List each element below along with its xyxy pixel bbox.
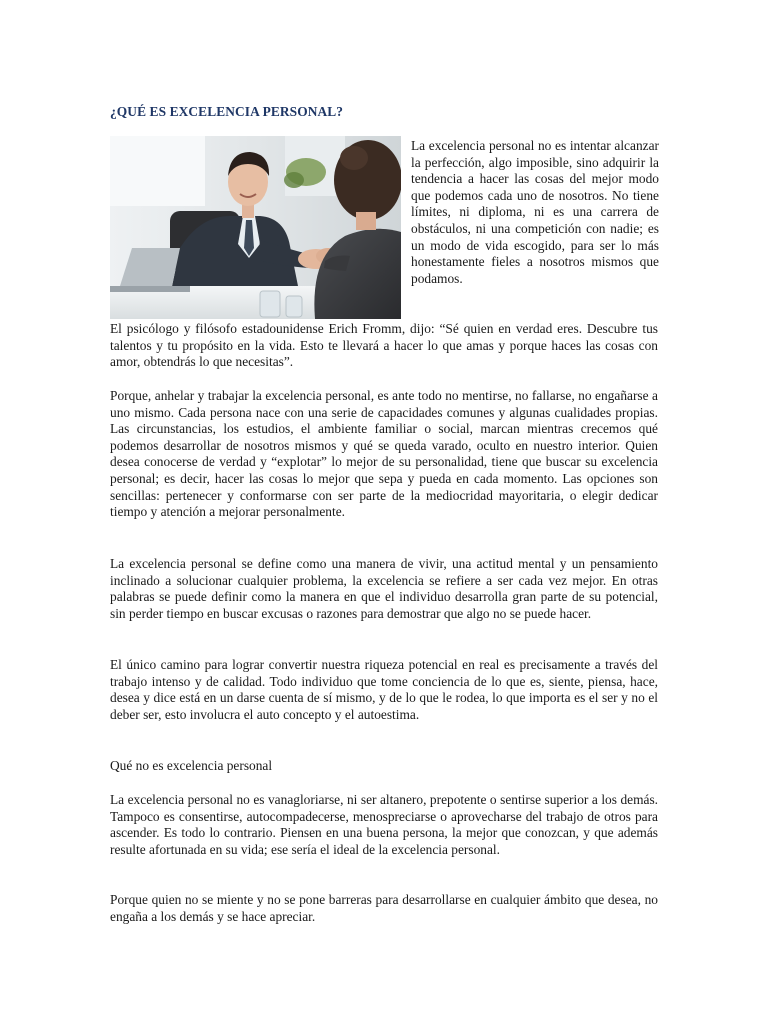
paragraph-camino: El único camino para lograr convertir nuestra riqueza potencial en real es precisamente a través del trabajo intenso y de calidad. Todo individuo que tome conciencia de lo que es, siente, piensa, hace, desea y dice está en un darse cuenta de sí mismo, y de lo que le rodea, lo que importa es el ser y no el deber ser, esto involucra el auto concepto y el autoestima. [110,657,658,722]
paragraph-que-no-es: La excelencia personal no es vanagloriarse, ni ser altanero, prepotente o sentirse superior a los demás. Tampoco es consentirse, autocompadecerse, menospreciarse o aprovecharse del trabajo de otros para ascender. Es todo lo contrario. Piensen en una buena persona, la mejor que conozcan, y que además resulte afortunada en su vida; ese sería el ideal de la excelencia personal. [110,792,658,857]
business-handshake-photo [110,136,401,319]
paragraph-conclusion: Porque quien no se miente y no se pone barreras para desarrollarse en cualquier ámbito que desea, no engaña a los demás y se hace apreciar. [110,892,658,924]
paragraph-fromm-quote: El psicólogo y filósofo estadounidense Erich Fromm, dijo: “Sé quien en verdad eres. Descubre tus talentos y tu propósito en la vida. Esto te llevará a hacer lo que amas y porque haces las cosas con amor, obtendrás lo que necesitas”. [110,321,658,370]
handshake-illustration [110,136,401,319]
section-subheading: Qué no es excelencia personal [110,758,273,773]
paragraph-anhelar: Porque, anhelar y trabajar la excelencia personal, es ante todo no mentirse, no fallarse, no engañarse a uno mismo. Cada persona nace con una serie de capacidades comunes y algunas cualidades propias. Las circunstancias, los estudios, el ambiente familiar o social, marcan mientras crecemos qué podemos desarrollar de nosotros mismos y qué se queda varado, oculto en nuestro interior. Quien desea conocerse de verdad y “explotar” lo mejor de su personalidad, tiene que buscar su excelencia personal; es decir, hacer las cosas lo mejor que sepa y pueda en cada momento. Las opciones son sencillas: pertenecer y conformarse con ser parte de la mediocridad mayoritaria, o elegir dedicar tiempo y atención a mejorar personalmente. [110,388,658,520]
intro-paragraph: La excelencia personal no es intentar alcanzar la perfección, algo imposible, sino adquirir la tendencia a hacer las cosas del mejor modo que podemos cada uno de nosotros. No tiene límites, ni diploma, ni es una carrera de obstáculos, ni una competición con nadie; es un modo de vida escogido, para ser lo más honestamente fieles a nosotros mismos que podamos. [411,138,659,286]
paragraph-definicion: La excelencia personal se define como una manera de vivir, una actitud mental y un pensamiento inclinado a solucionar cualquier problema, la excelencia se refiere a ser cada vez mejor. En otras palabras se puede definir como la manera en que el individuo desarrolla gran parte de su potencial, sin perder tiempo en buscar excusas o razones para demostrar que algo no se puede hacer. [110,556,658,621]
document-title: ¿QUÉ ES EXCELENCIA PERSONAL? [110,104,344,119]
